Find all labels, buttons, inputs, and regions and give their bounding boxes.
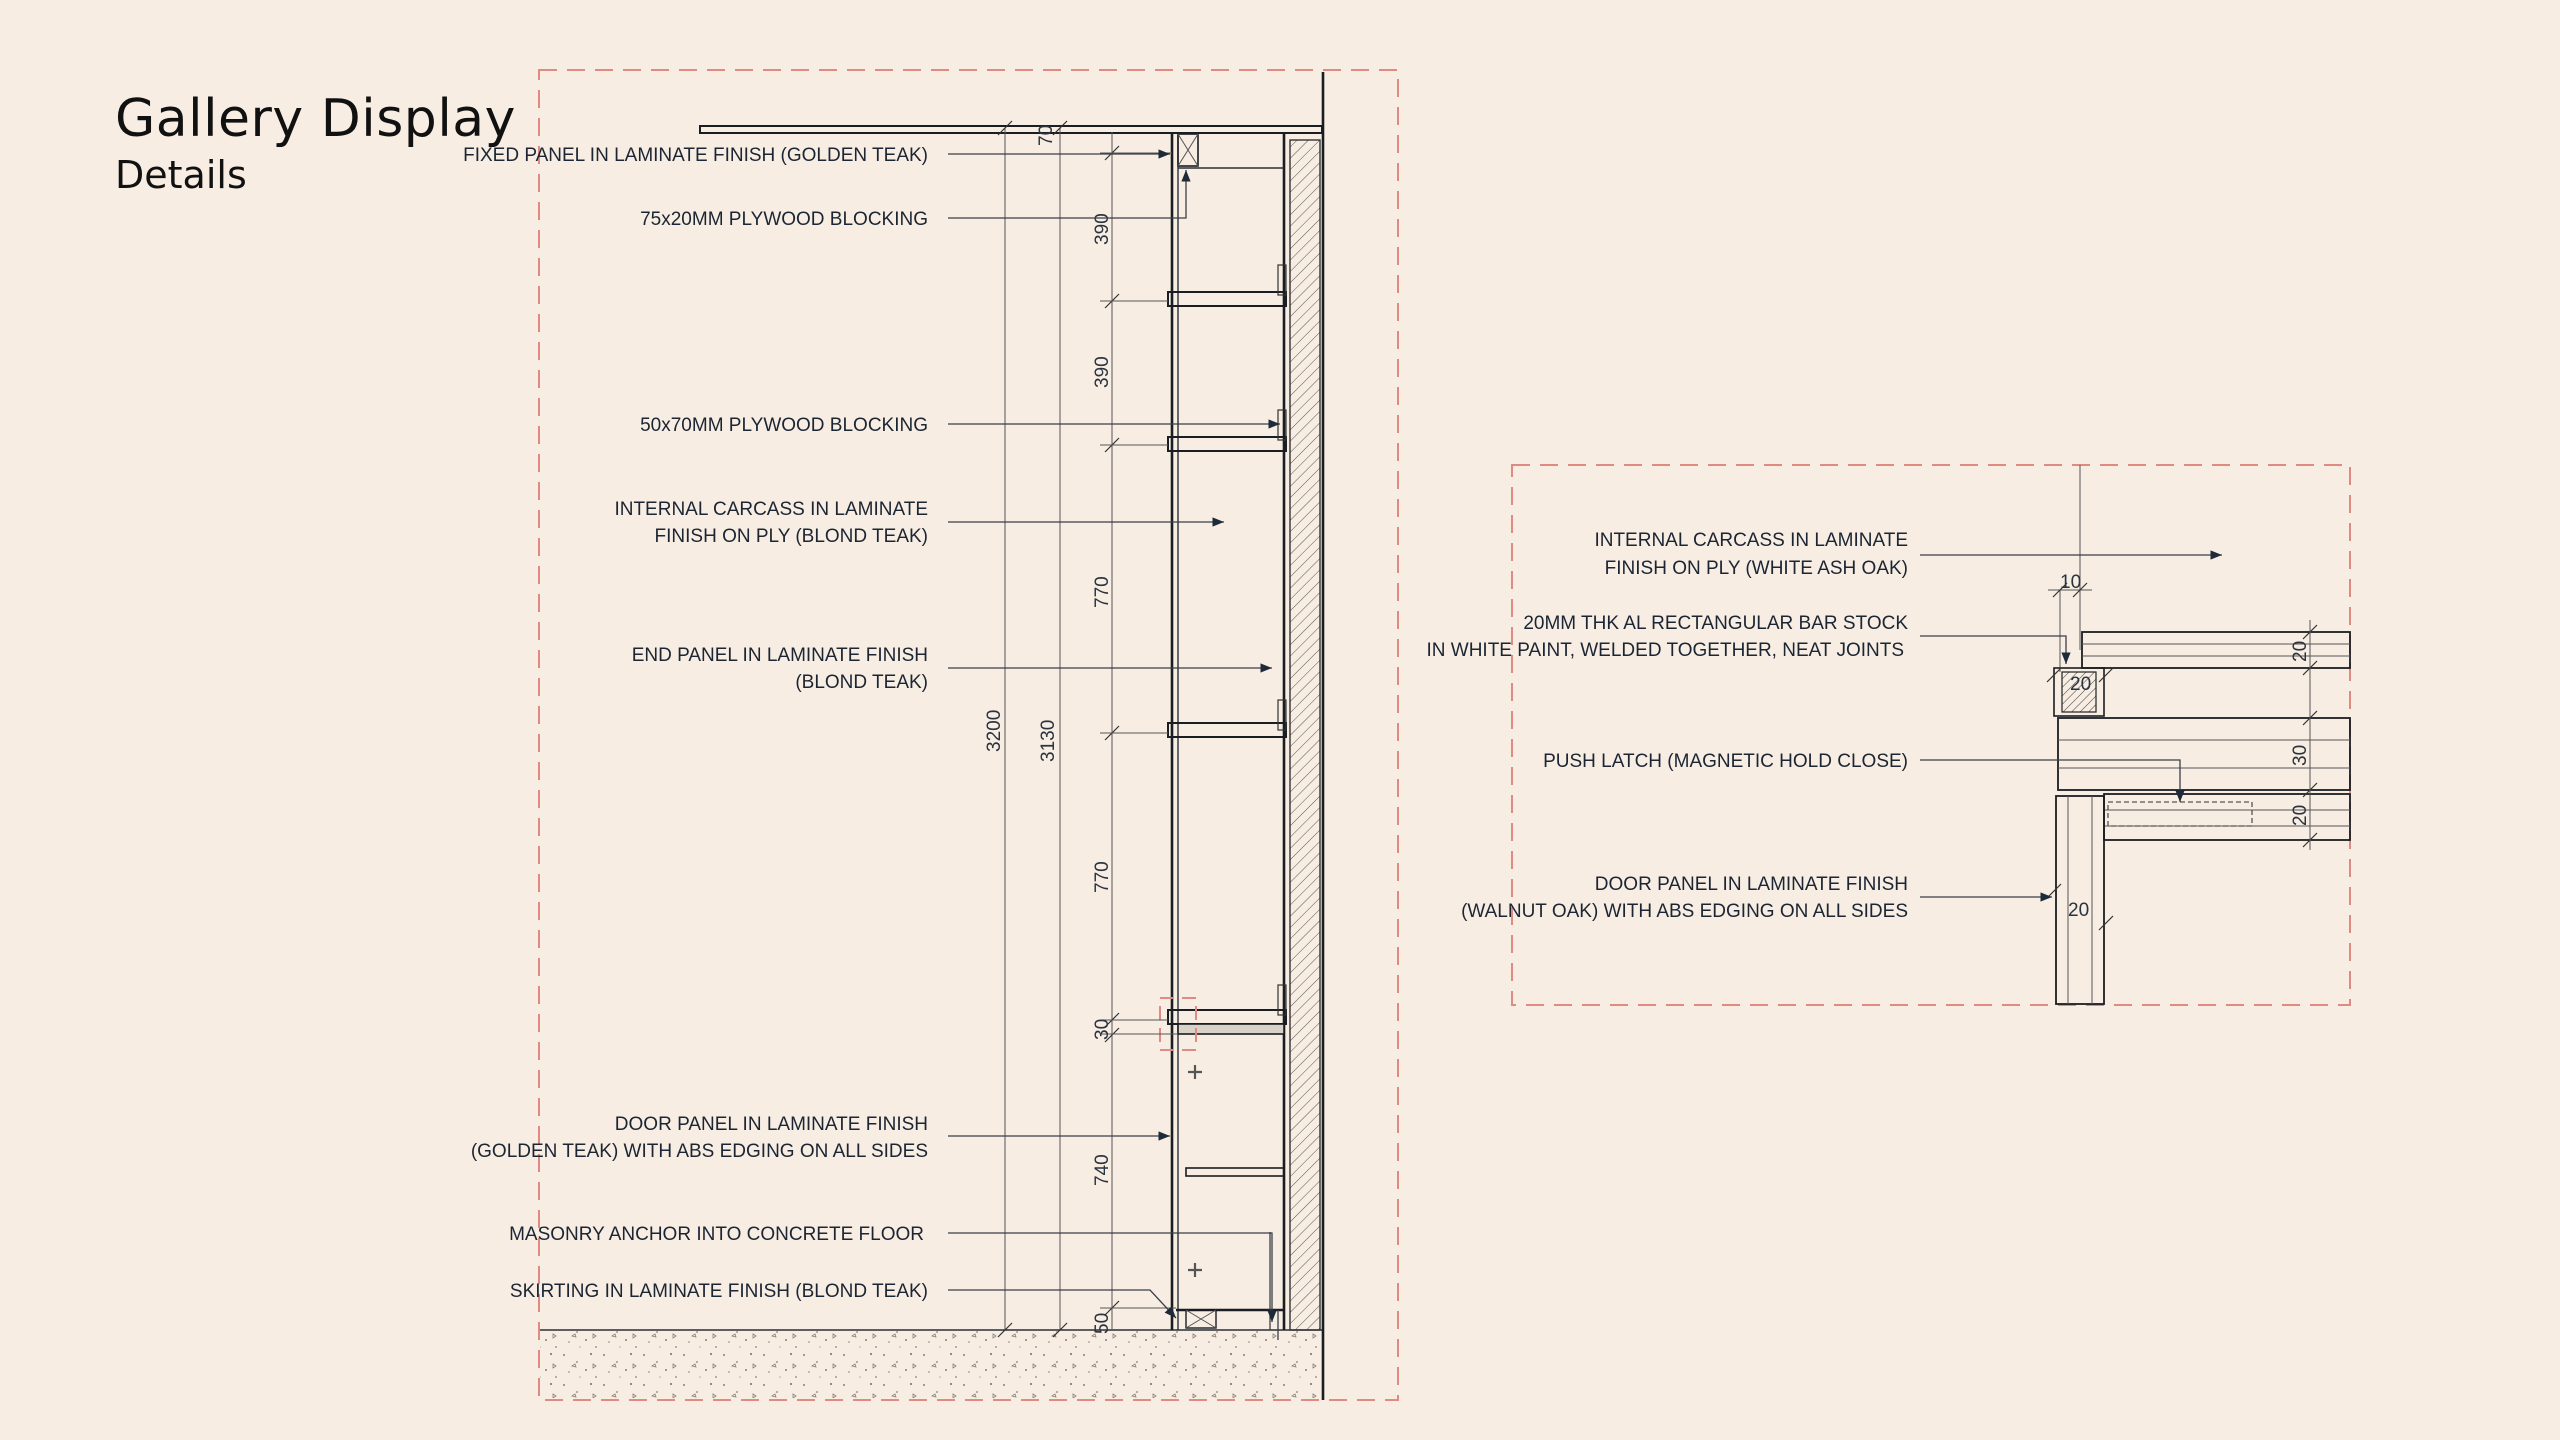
detail-label-carcass-2: FINISH ON PLY (WHITE ASH OAK) [1604, 558, 1908, 579]
label-end-panel-2: (BLOND TEAK) [795, 672, 928, 693]
section-frame [539, 70, 1398, 1400]
enlarged-detail [1426, 465, 2350, 1005]
dim-740: 740 [1092, 1154, 1113, 1186]
page-title: Gallery Display [115, 89, 516, 149]
label-end-panel-1: END PANEL IN LAMINATE FINISH [631, 645, 928, 666]
detail-dim-20d: 20 [2068, 900, 2090, 921]
detail-label-bar-2: IN WHITE PAINT, WELDED TOGETHER, NEAT JOINTS [1426, 640, 1904, 661]
detail-dim-30: 30 [2290, 744, 2311, 766]
fixed-panel [700, 126, 1322, 133]
dim-770a: 770 [1092, 576, 1113, 608]
dim-390a: 390 [1092, 213, 1113, 245]
label-skirting: SKIRTING IN LAMINATE FINISH (BLOND TEAK) [509, 1281, 928, 1302]
detail-label-door-1: DOOR PANEL IN LAMINATE FINISH [1594, 874, 1908, 895]
detail-dim-20a: 20 [2070, 674, 2092, 695]
label-blocking-75: 75x20MM PLYWOOD BLOCKING [640, 209, 928, 230]
detail-label-door-2: (WALNUT OAK) WITH ABS EDGING ON ALL SIDES [1461, 901, 1908, 922]
label-door-panel-2: (GOLDEN TEAK) WITH ABS EDGING ON ALL SIDES [470, 1141, 928, 1162]
push-latch [2108, 802, 2252, 826]
detail-dim-20b: 20 [2290, 640, 2311, 662]
page-subtitle: Details [115, 153, 247, 197]
detail-label-latch: PUSH LATCH (MAGNETIC HOLD CLOSE) [1543, 751, 1908, 772]
dim-390b: 390 [1092, 356, 1113, 388]
label-fixed-panel: FIXED PANEL IN LAMINATE FINISH (GOLDEN TEAK) [463, 145, 928, 166]
dim-50: 50 [1092, 1312, 1113, 1334]
dim-770b: 770 [1092, 861, 1113, 893]
detail-dim-20c: 20 [2290, 804, 2311, 826]
detail-label-carcass-1: INTERNAL CARCASS IN LAMINATE [1594, 530, 1908, 551]
hinge-icon [1188, 1065, 1202, 1277]
label-door-panel-1: DOOR PANEL IN LAMINATE FINISH [614, 1114, 928, 1135]
concrete-floor [540, 1330, 1322, 1398]
label-carcass-2: FINISH ON PLY (BLOND TEAK) [654, 526, 928, 547]
dim-30: 30 [1092, 1018, 1113, 1040]
dim-70: 70 [1036, 124, 1057, 146]
label-carcass-1: INTERNAL CARCASS IN LAMINATE [614, 499, 928, 520]
label-blocking-50: 50x70MM PLYWOOD BLOCKING [640, 415, 928, 436]
section-drawing [463, 70, 1398, 1400]
detail-label-bar-1: 20MM THK AL RECTANGULAR BAR STOCK [1523, 613, 1908, 634]
detail-dim-10: 10 [2060, 572, 2082, 593]
dim-3200: 3200 [984, 709, 1005, 752]
label-masonry: MASONRY ANCHOR INTO CONCRETE FLOOR [509, 1224, 924, 1245]
wall-hatch [1290, 140, 1320, 1330]
dim-3130: 3130 [1038, 719, 1059, 762]
